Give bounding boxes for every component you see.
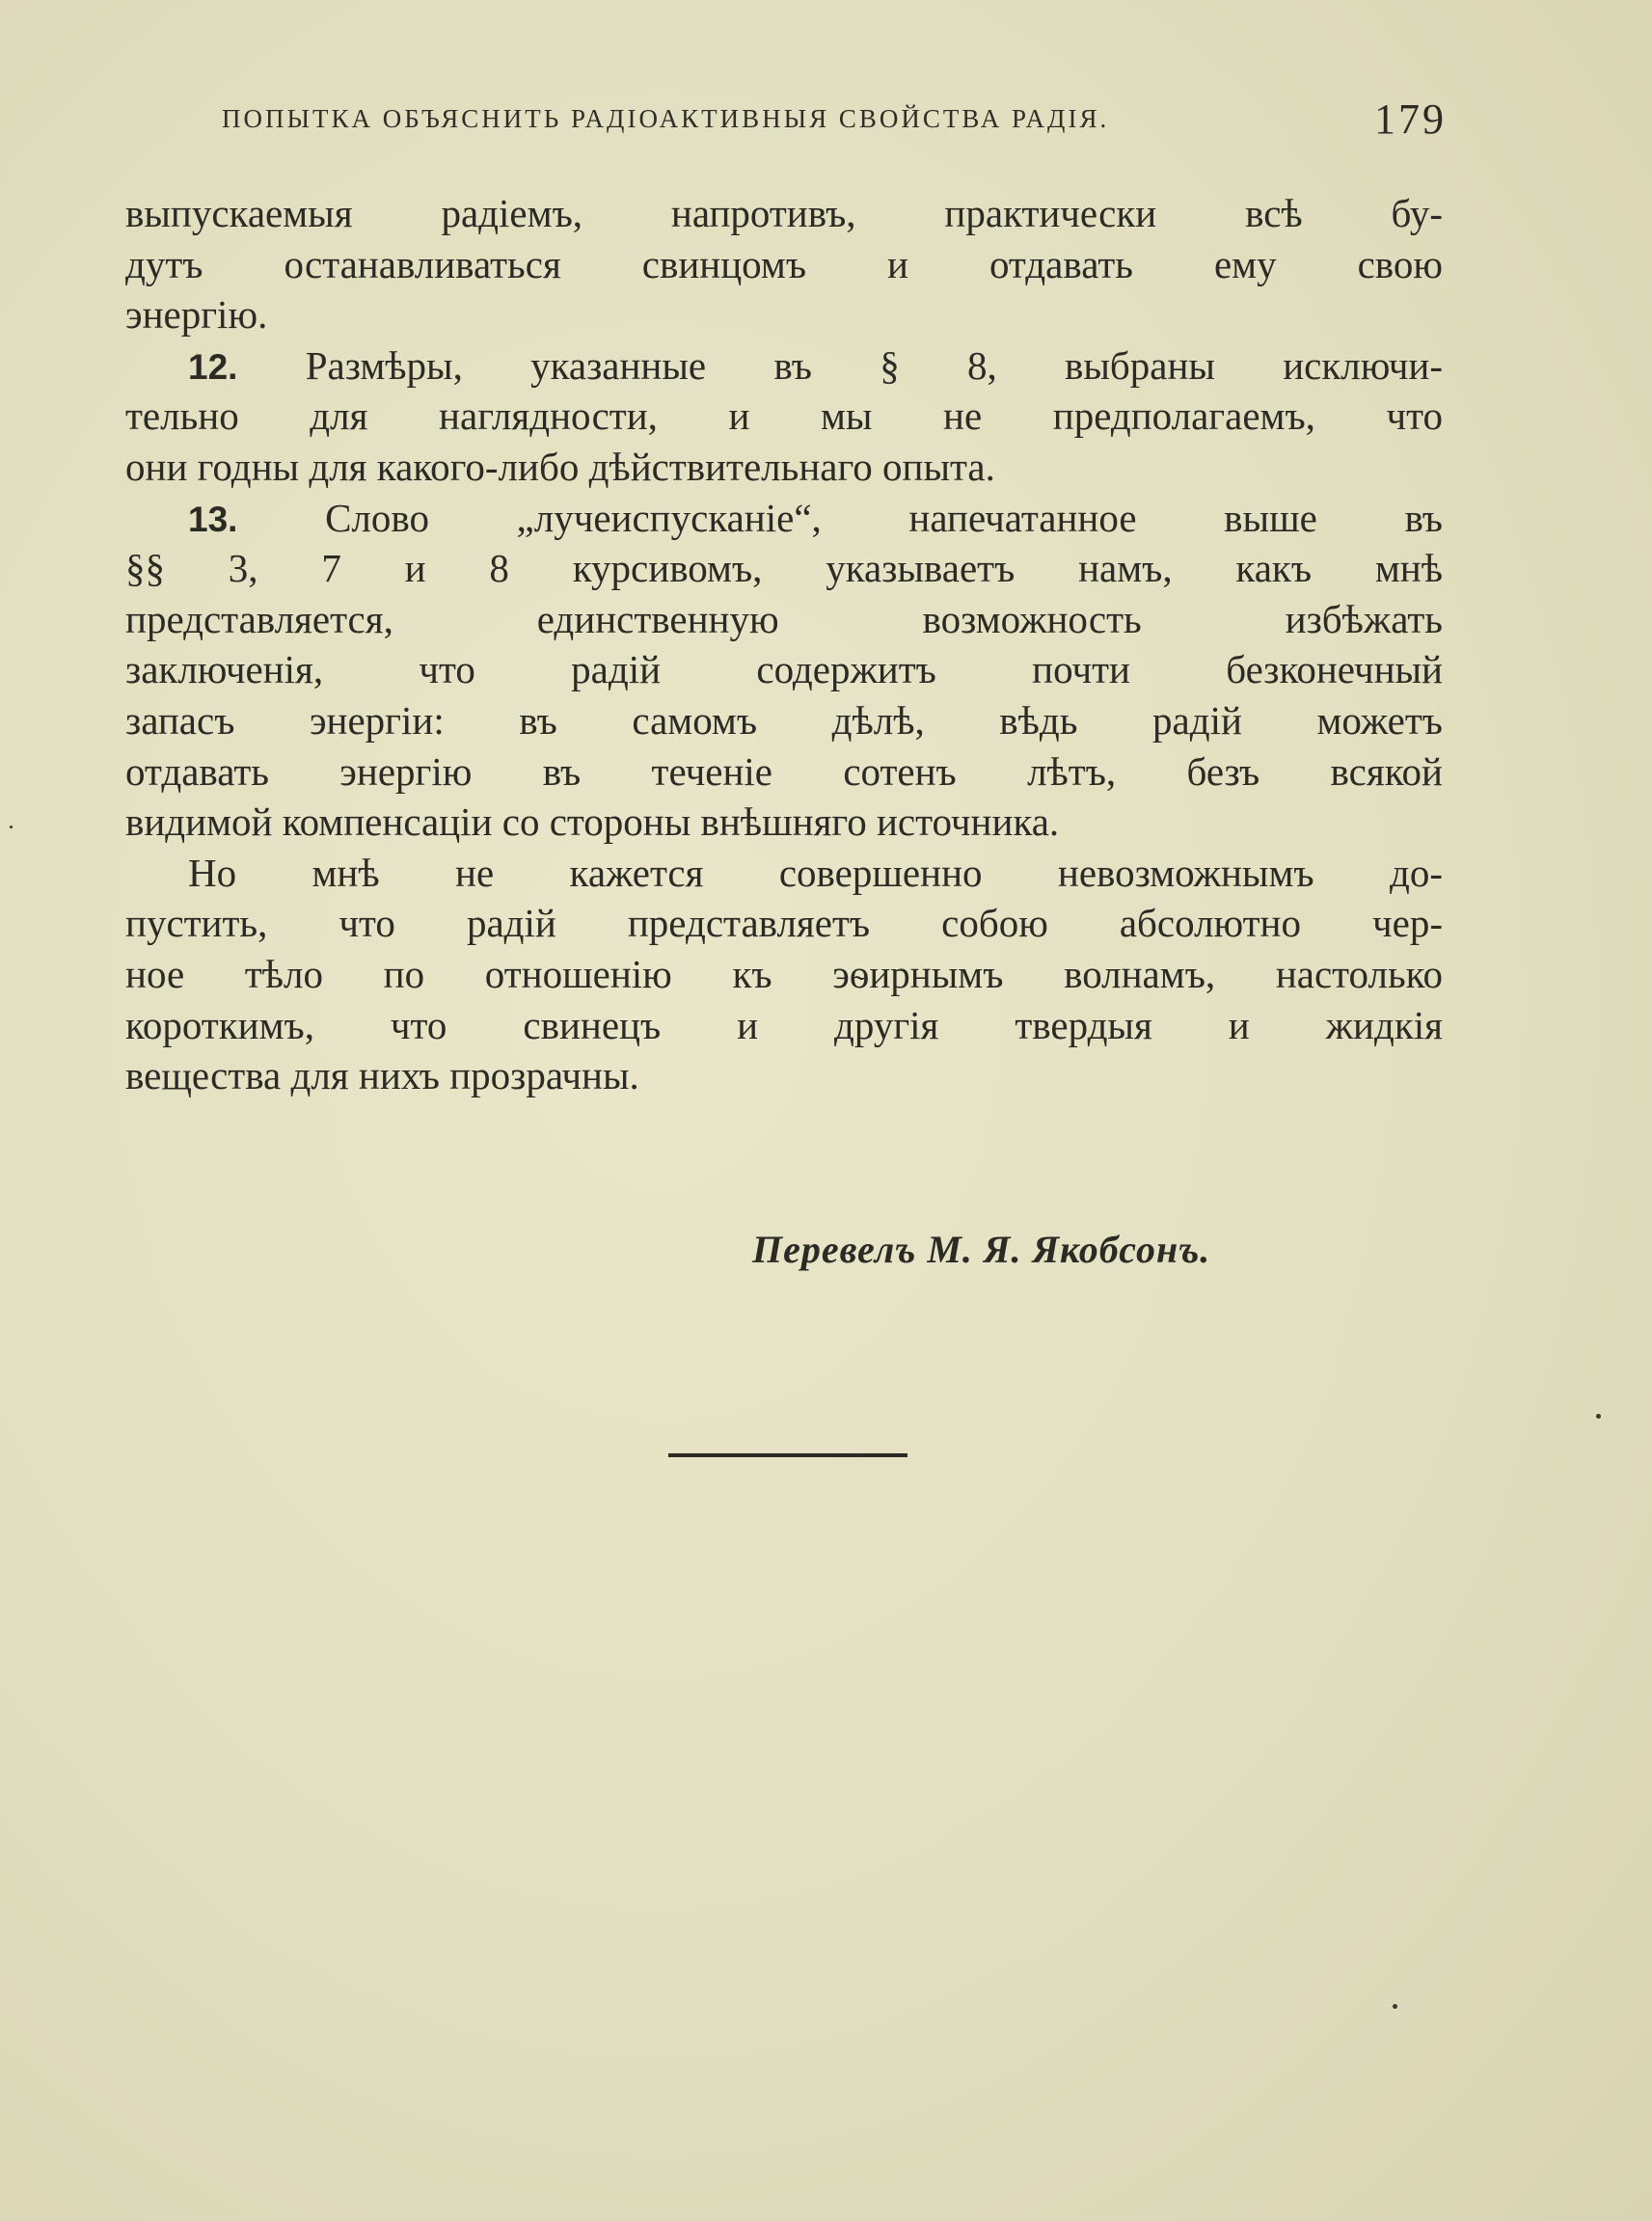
paragraph-13-first-line [125,493,1443,544]
text-line: отдавать энергію въ теченіе сотенъ лѣтъ, безъ всякой [125,748,1443,794]
section-number-13: 13. [188,499,238,539]
text-line: они годны для какого-либо дѣйствительнаго опыта. [125,444,995,489]
text-line: пустить, что радій представляетъ собою абсолютно чер- [125,901,1443,946]
text-line: энергію. [125,292,268,338]
text-line: заключенія, что радій содержитъ почти безконечный [125,647,1443,692]
page-header [222,95,1447,152]
end-rule [668,1453,907,1457]
text-line: выпускаемыя радіемъ, напротивъ, практически всѣ бу- [125,191,1443,235]
text-line: Размѣры, указанные въ § 8, выбраны исключи- [305,342,1444,388]
translator-signature: Перевелъ М. Я. Якобсонъ. [752,1228,1211,1271]
text-line: Но мнѣ не кажется совершенно невозможнымъ до- [188,850,1443,895]
text-line: тельно для наглядности, и мы не предполагаемъ, что [125,393,1443,439]
text-line: вещества для нихъ прозрачны. [125,1053,639,1098]
running-title: ПОПЫТКА ОБЪЯСНИТЬ РАДІОАКТИВНЫЯ СВОЙСТВА РАДІЯ. [222,104,1110,133]
text-line: видимой компенсаціи со стороны внѣшняго источника. [125,799,1060,845]
text-line: §§ 3, 7 и 8 курсивомъ, указываетъ намъ, какъ мнѣ [125,546,1443,591]
text-line: запасъ энергіи: въ самомъ дѣлѣ, вѣдь радій можетъ [125,697,1443,743]
text-line: дутъ останавливаться свинцомъ и отдавать ему свою [125,241,1443,286]
paragraph-12-first-line [125,340,1443,392]
body-text [125,188,1443,1101]
paper-speck [10,826,13,828]
text-line: короткимъ, что свинецъ и другія твердыя и жидкія [125,1002,1443,1047]
section-number-12: 12. [188,346,238,387]
paper-speck [1596,1414,1601,1419]
paper-speck [1393,2004,1397,2009]
text-line: представляется, единственную возможность избѣжать [125,596,1443,641]
page-number: 179 [1374,95,1447,143]
text-line: ное тѣло по отношенію къ эѳирнымъ волнамъ, настолько [125,951,1443,996]
text-line: Слово „лучеиспусканіе“, напечатанное выше въ [325,495,1444,540]
